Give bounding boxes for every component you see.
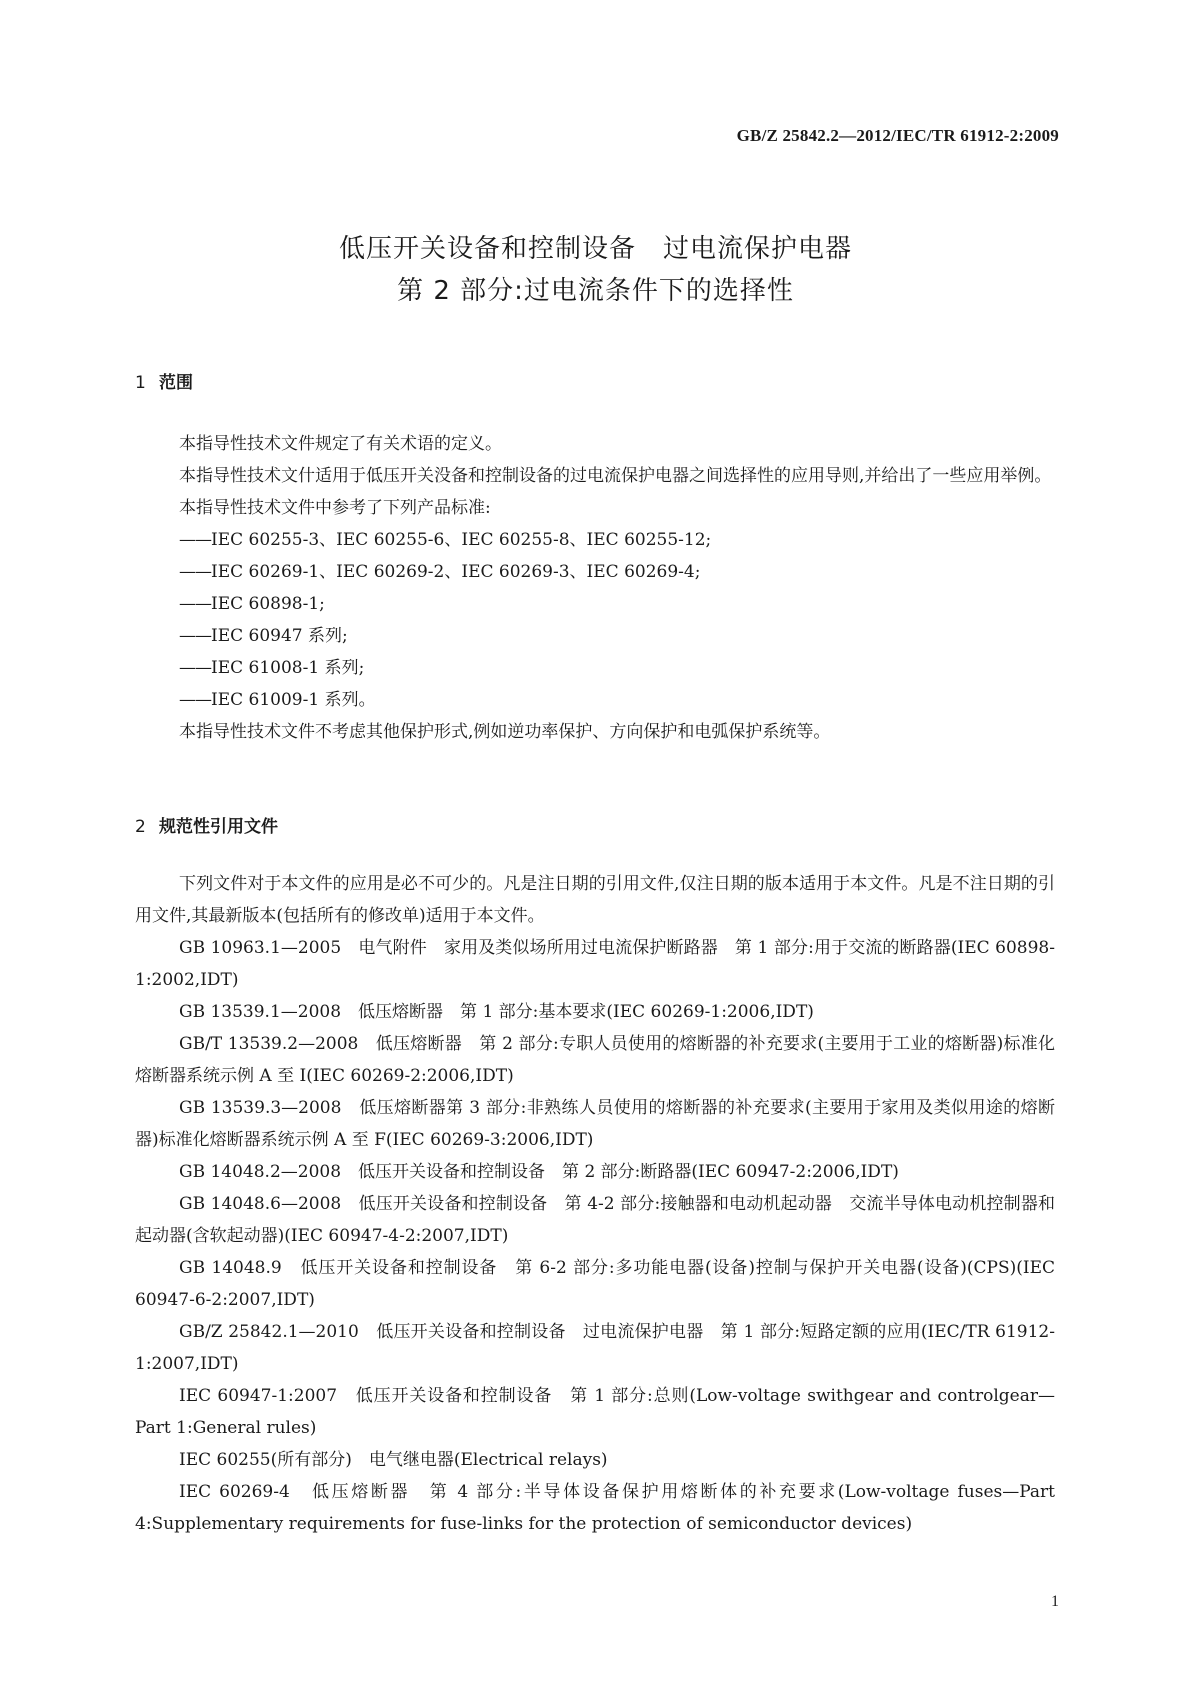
list-item: ——IEC 60898-1;: [179, 594, 325, 614]
reference-item: GB 14048.9 低压开关设备和控制设备 第 6-2 部分:多功能电器(设备)控制与保护开关电器(设备)(CPS)(IEC 60947-6-2:2007,IDT): [135, 1258, 1055, 1310]
document-title-line2: 第 2 部分:过电流条件下的选择性: [397, 276, 794, 306]
paragraph: 本指导性技术文什适用于低压开关没备和控制设备的过电流保护电器之间选择性的应用导则,并给出了一些应用举例。: [179, 466, 1052, 486]
section-1-body: [135, 428, 1055, 748]
document-title-line1: 低压开关设备和控制设备 过电流保护电器: [338, 234, 852, 264]
paragraph: 下列文件对于本文件的应用是必不可少的。凡是注日期的引用文件,仅注日期的版本适用于本文件。凡是不注日期的引用文件,其最新版本(包括所有的修改单)适用于本文件。: [135, 874, 1055, 926]
section-2-body: [135, 868, 1055, 1540]
reference-item: GB/T 13539.2—2008 低压熔断器 第 2 部分:专职人员使用的熔断器的补充要求(主要用于工业的熔断器)标准化熔断器系统示例 A 至 I(IEC 60269-2:2006,IDT): [135, 1034, 1055, 1086]
list-item: ——IEC 60255-3、IEC 60255-6、IEC 60255-8、IEC 60255-12;: [179, 530, 712, 550]
list-item: ——IEC 60947 系列;: [179, 626, 348, 646]
section-1-number: 1: [135, 373, 146, 393]
section-2-number: 2: [135, 817, 146, 837]
section-1-title: 范围: [159, 373, 193, 393]
list-item: ——IEC 60269-1、IEC 60269-2、IEC 60269-3、IEC 60269-4;: [179, 562, 701, 582]
reference-item: GB 10963.1—2005 电气附件 家用及类似场所用过电流保护断路器 第 1 部分:用于交流的断路器(IEC 60898-1:2002,IDT): [135, 938, 1055, 990]
reference-item: IEC 60947-1:2007 低压开关设备和控制设备 第 1 部分:总则(Low-voltage swithgear and controlgear—Part 1:General rules): [135, 1386, 1055, 1438]
standard-code: GB/Z 25842.2—2012/IEC/TR 61912-2:2009: [736, 126, 1059, 145]
reference-item: GB 14048.6—2008 低压开关设备和控制设备 第 4-2 部分:接触器和电动机起动器 交流半导体电动机控制器和起动器(含软起动器)(IEC 60947-4-2:2007,IDT): [135, 1194, 1055, 1246]
reference-item: GB 13539.3—2008 低压熔断器第 3 部分:非熟练人员使用的熔断器的补充要求(主要用于家用及类似用途的熔断器)标准化熔断器系统示例 A 至 F(IEC 60269-3:2006,IDT): [135, 1098, 1055, 1150]
list-item: ——IEC 61009-1 系列。: [179, 690, 376, 710]
reference-item: GB 13539.1—2008 低压熔断器 第 1 部分:基本要求(IEC 60269-1:2006,IDT): [179, 1002, 814, 1022]
section-2-heading: [135, 812, 278, 837]
paragraph: 本指导性技术文件中参考了下列产品标准:: [179, 498, 491, 518]
reference-item: IEC 60269-4 低压熔断器 第 4 部分:半导体设备保护用熔断体的补充要求(Low-voltage fuses—Part 4:Supplementary requirements for fuse-links for the protection of semiconductor devices): [135, 1482, 1055, 1534]
section-1-heading: [135, 368, 193, 393]
page-number: 1: [1051, 1593, 1059, 1610]
section-2-title: 规范性引用文件: [159, 817, 278, 837]
reference-item: GB 14048.2—2008 低压开关设备和控制设备 第 2 部分:断路器(IEC 60947-2:2006,IDT): [179, 1162, 899, 1182]
paragraph: 本指导性技术文件规定了有关术语的定义。: [179, 434, 502, 454]
paragraph: 本指导性技术文件不考虑其他保护形式,例如逆功率保护、方向保护和电弧保护系统等。: [179, 722, 831, 742]
reference-item: GB/Z 25842.1—2010 低压开关设备和控制设备 过电流保护电器 第 1 部分:短路定额的应用(IEC/TR 61912-1:2007,IDT): [135, 1322, 1055, 1374]
reference-item: IEC 60255(所有部分) 电气继电器(Electrical relays): [179, 1450, 608, 1470]
list-item: ——IEC 61008-1 系列;: [179, 658, 365, 678]
